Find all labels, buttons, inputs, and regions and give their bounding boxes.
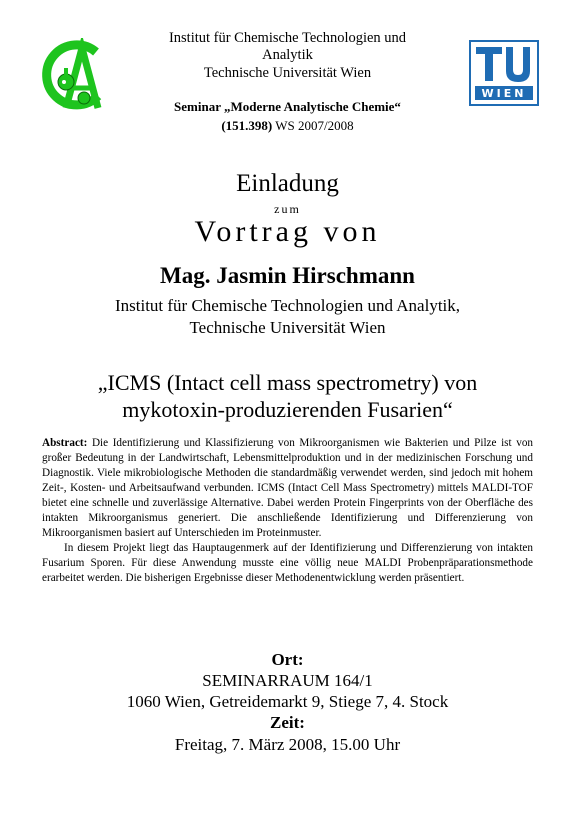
talk-title-line-1: „ICMS (Intact cell mass spectrometry) von — [97, 370, 478, 395]
invitation-title: Einladung — [236, 170, 339, 197]
talk-title-line-2: mykotoxin-produzierenden Fusarien“ — [122, 397, 453, 422]
abstract-paragraph-2: In diesem Projekt liegt das Hauptaugenmerk auf der Identifizierung und Differenzierung von intakten Fusarium Sporen. Für diese Anwendung musste eine völlig neue MALDI Probenpräparationsmethode erarbeitet werden. Die bisherigen Ergebnisse dieser Methodenentwicklung werden präsentiert. — [42, 542, 533, 584]
institute-line-2: Analytik — [262, 47, 313, 63]
event-datetime: Freitag, 7. März 2008, 15.00 Uhr — [174, 735, 401, 754]
seminar-semester: WS 2007/2008 — [275, 118, 354, 133]
seminar-title: Seminar „Moderne Analytische Chemie“ — [174, 99, 401, 114]
seminar-number: (151.398) — [221, 118, 273, 133]
invitation-subtitle: Vortrag von — [194, 215, 381, 248]
abstract-label: Abstract: — [42, 437, 88, 449]
time-label: Zeit: — [270, 713, 305, 732]
institute-line-1: Institut für Chemische Technologien und — [168, 30, 407, 46]
abstract-paragraph-1 — [42, 436, 533, 541]
location-label: Ort: — [271, 650, 304, 669]
tu-wien-logo — [469, 40, 539, 106]
speaker-name: Mag. Jasmin Hirschmann — [160, 263, 415, 288]
abstract-text-1: Die Identifizierung und Klassifizierung von Mikroorganismen wie Bakterien und Pilze ist von großer Bedeutung in der Landwirtschaft, Lebensmittelproduktion und in der medizinischen Forschung und Diagnostik. Viele mikrobiologische Methoden die standardmäßig verwendet werden, sind jedoch mit hohem Zeit-, Kosten- und Arbeitsaufwand verbunden. ICMS (Intact Cell Mass Spectrometry) mittels MALDI-TOF bietet eine schnelle und zuverlässige Alternative. Dabei werden Protein Fingerprints von der Oberfläche des intakten Mikroorganismus generiert. Die anschließende Identifizierung und Differenzierung von Mikroorganismen basiert auf Unterschieden im Proteinmuster. — [42, 437, 533, 539]
invitation-connector: zum — [274, 202, 301, 216]
seminar-info — [120, 117, 455, 134]
institute-line-3: Technische Universität Wien — [203, 65, 372, 81]
speaker-affiliation-line-2: Technische Universität Wien — [189, 318, 386, 337]
aca-logo — [36, 38, 112, 114]
abstract — [42, 436, 533, 586]
location-room: SEMINARRAUM 164/1 — [202, 671, 373, 690]
speaker-affiliation-line-1: Institut für Chemische Technologien und Analytik, — [114, 296, 461, 315]
location-address: 1060 Wien, Getreidemarkt 9, Stiege 7, 4. Stock — [126, 692, 449, 711]
tu-wien-logo-text: WIEN — [481, 87, 527, 100]
